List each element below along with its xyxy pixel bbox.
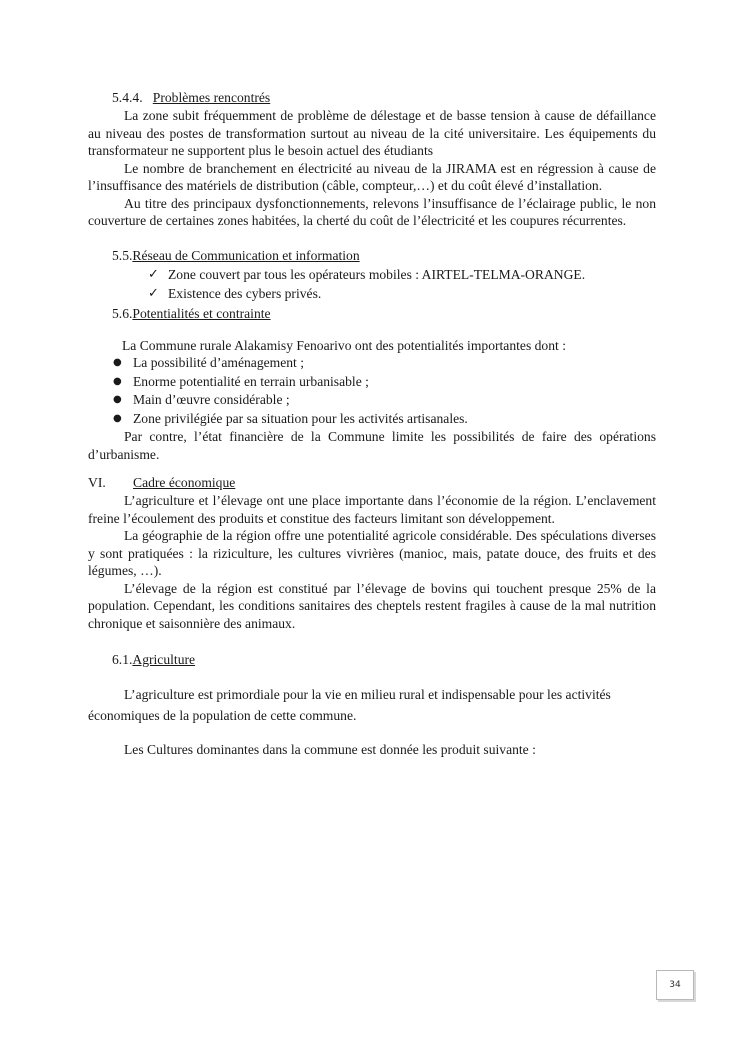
paragraph: L’élevage de la région est constitué par l’élevage de bovins qui touchent presque 25% de la population. Cependant, les conditions sanitaires des cheptels restent fragiles à cause de la mal nutrition chronique et saisonnière des animaux. bbox=[88, 580, 656, 631]
paragraph: L’agriculture et l’élevage ont une place importante dans l’économie de la région. L’enclavement freine l’écoulement des produits et constitue des facteurs limitant son développement. bbox=[88, 493, 656, 526]
page-body bbox=[88, 89, 656, 760]
list-item bbox=[88, 391, 656, 410]
list-item-text: Zone privilégiée par sa situation pour les activités artisanales. bbox=[133, 410, 468, 426]
paragraph: La géographie de la région offre une potentialité agricole considérable. Des spéculations diverses y sont pratiquées : la riziculture, les cultures vivrières (manioc, mais, patate douce, des fruits et des légumes, …). bbox=[88, 528, 656, 578]
bullet-list bbox=[88, 354, 656, 428]
list-item-text: Zone couvert par tous les opérateurs mobiles : AIRTEL-TELMA-ORANGE. bbox=[168, 266, 586, 282]
bullet-icon: ● bbox=[113, 394, 122, 405]
section-number: 6.1. bbox=[112, 652, 133, 667]
list-item bbox=[88, 410, 656, 429]
list-item bbox=[88, 284, 656, 303]
section-title: Potentialités et contrainte bbox=[132, 305, 271, 321]
paragraph: La Commune rurale Alakamisy Fenoarivo ont des potentialités importantes dont : bbox=[122, 337, 566, 353]
list-item-text: Main d’œuvre considérable ; bbox=[133, 392, 290, 407]
section-heading-5-5 bbox=[112, 247, 656, 265]
list-item bbox=[88, 354, 656, 373]
section-number: VI. bbox=[88, 475, 106, 490]
section-heading-6 bbox=[88, 474, 656, 492]
paragraph: Les Cultures dominantes dans la commune est donnée les produit suivante : bbox=[124, 742, 536, 757]
list-item bbox=[88, 265, 656, 284]
section-heading-5-4-4 bbox=[112, 89, 656, 107]
section-heading-6-1 bbox=[112, 651, 656, 669]
section-number: 5.4.4. bbox=[112, 90, 143, 105]
paragraph: La zone subit fréquemment de problème de délestage et de basse tension à cause de défaillance au niveau des postes de transformation surtout au niveau de la cité universitaire. Les équipements du transformateur ne supportent plus le besoin actuel des étudiants bbox=[88, 108, 656, 158]
list-item-text: Existence des cybers privés. bbox=[168, 285, 322, 301]
page-number: 34 bbox=[656, 970, 694, 1000]
check-list bbox=[88, 265, 656, 303]
section-title: Problèmes rencontrés bbox=[152, 90, 271, 105]
paragraph: L’agriculture est primordiale pour la vie en milieu rural et indispensable pour les activités économiques de la population de cette commune. bbox=[88, 687, 611, 723]
bullet-icon: ● bbox=[113, 357, 122, 368]
list-item-text: La possibilité d’aménagement ; bbox=[133, 355, 305, 370]
list-item-text: Enorme potentialité en terrain urbanisable ; bbox=[133, 373, 369, 389]
section-number: 5.6. bbox=[112, 305, 133, 321]
bullet-icon: ● bbox=[113, 375, 122, 387]
section-title: Agriculture bbox=[132, 652, 196, 667]
check-icon: ✓ bbox=[148, 285, 159, 301]
section-title: Réseau de Communication et information bbox=[132, 247, 360, 263]
check-icon: ✓ bbox=[148, 266, 159, 282]
paragraph: Au titre des principaux dysfonctionnements, relevons l’insuffisance de l’éclairage public, le non couverture de certaines zones habitées, la cherté du coût de l’électricité et les coupures récurrentes. bbox=[88, 195, 656, 228]
bullet-icon: ● bbox=[113, 412, 122, 424]
section-number: 5.5. bbox=[112, 247, 133, 263]
paragraph: Par contre, l’état financière de la Commune limite les possibilités de faire des opérations d’urbanisme. bbox=[88, 429, 656, 462]
section-title: Cadre économique bbox=[133, 475, 236, 490]
list-item bbox=[88, 373, 656, 392]
paragraph: Le nombre de branchement en électricité au niveau de la JIRAMA est en régression à cause de l’insuffisance des matériels de distribution (câble, compteur,…) et du coût élevé d’installation. bbox=[88, 160, 656, 193]
section-heading-5-6 bbox=[112, 305, 656, 323]
